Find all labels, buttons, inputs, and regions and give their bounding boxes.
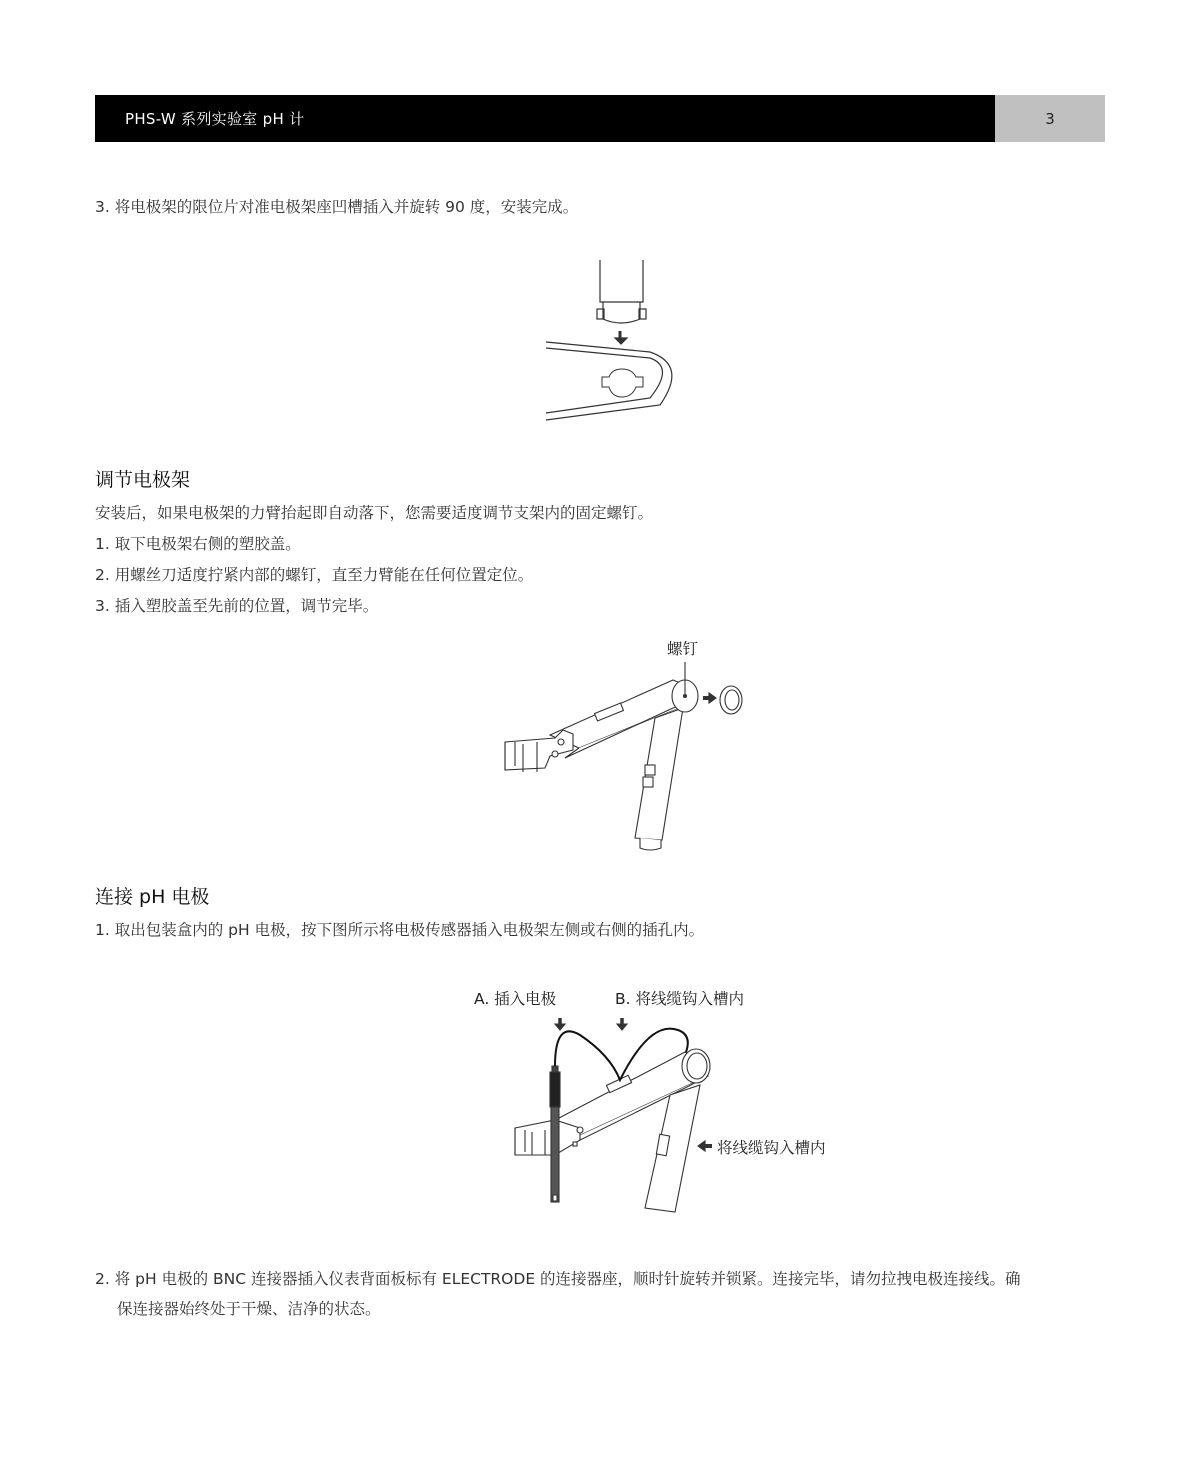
adjust-step-1: 1. 取下电极架右侧的塑胶盖。 <box>95 535 301 553</box>
holder-insert-figure <box>540 255 680 425</box>
connect-step-2 <box>95 1264 1110 1324</box>
connect-step-2-line-1: 2. 将 pH 电极的 BNC 连接器插入仪表背面板标有 ELECTRODE 的连接器座，顺时针旋转并锁紧。连接完毕，请勿拉拽电极连接线。确 <box>95 1270 1021 1288</box>
screw-adjust-figure <box>495 630 755 855</box>
adjust-step-3: 3. 插入塑胶盖至先前的位置，调节完毕。 <box>95 597 379 615</box>
label-a-insert-electrode: A. 插入电极 <box>474 990 557 1008</box>
connect-step-2-line-2: 保连接器始终处于干燥、洁净的状态。 <box>117 1300 381 1318</box>
section-title-adjust: 调节电极架 <box>95 469 191 491</box>
connect-step-1: 1. 取出包装盒内的 pH 电极，按下图所示将电极传感器插入电极架左侧或右侧的插孔内。 <box>95 921 705 939</box>
screw-label: 螺钉 <box>667 640 699 658</box>
electrode-connect-figure <box>460 980 860 1215</box>
install-step-3: 3. 将电极架的限位片对准电极架座凹槽插入并旋转 90 度，安装完成。 <box>95 198 579 216</box>
header-title: PHS-W 系列实验室 pH 计 <box>95 95 995 142</box>
adjust-intro: 安装后，如果电极架的力臂抬起即自动落下，您需要适度调节支架内的固定螺钉。 <box>95 504 654 522</box>
label-side-hook-cable: 将线缆钩入槽内 <box>717 1139 826 1157</box>
page-header <box>95 95 1105 142</box>
section-title-connect: 连接 pH 电极 <box>95 886 210 908</box>
page-number: 3 <box>995 95 1105 142</box>
adjust-step-2: 2. 用螺丝刀适度拧紧内部的螺钉，直至力臂能在任何位置定位。 <box>95 566 534 584</box>
label-b-hook-cable: B. 将线缆钩入槽内 <box>615 990 744 1008</box>
